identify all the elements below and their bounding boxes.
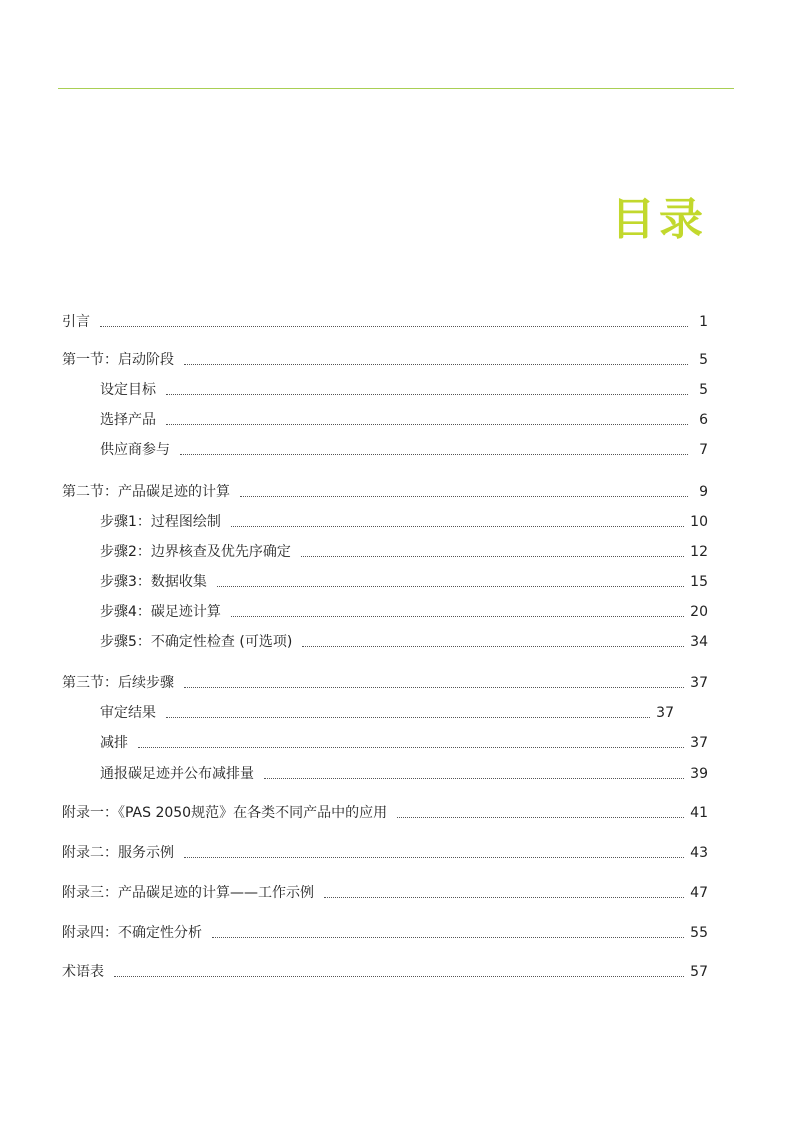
toc-entry-label: 选择产品	[100, 412, 156, 428]
toc-leader-dots	[231, 525, 684, 527]
toc-entry[interactable]	[100, 729, 708, 753]
toc-entry-label: 附录四：不确定性分析	[62, 925, 202, 941]
toc-entry[interactable]	[100, 508, 708, 532]
toc-entry[interactable]	[100, 699, 674, 723]
toc-leader-dots	[397, 816, 684, 818]
toc-entry[interactable]	[100, 376, 708, 400]
toc-entry-page: 6	[699, 412, 708, 428]
toc-entry-page: 37	[690, 735, 708, 751]
toc-entry[interactable]	[100, 406, 708, 430]
toc-entry-page: 5	[699, 382, 708, 398]
toc-leader-dots	[184, 363, 688, 365]
toc-entry-label: 步骤1：过程图绘制	[100, 514, 221, 530]
toc-entry[interactable]	[100, 436, 708, 460]
toc-entry[interactable]	[100, 598, 708, 622]
toc-entry[interactable]	[62, 958, 708, 982]
toc-entry-label: 术语表	[62, 964, 104, 980]
toc-leader-dots	[100, 325, 688, 327]
toc-entry-label: 步骤3：数据收集	[100, 574, 207, 590]
toc-entry-page: 12	[690, 544, 708, 560]
top-divider-line	[58, 88, 734, 89]
toc-entry[interactable]	[62, 478, 708, 502]
toc-entry-page: 39	[690, 766, 708, 782]
toc-entry-page: 43	[690, 845, 708, 861]
toc-entry[interactable]	[100, 568, 708, 592]
toc-entry-label: 附录二：服务示例	[62, 845, 174, 861]
toc-leader-dots	[114, 975, 684, 977]
toc-entry-page: 10	[690, 514, 708, 530]
toc-entry-label: 第二节：产品碳足迹的计算	[62, 484, 230, 500]
toc-leader-dots	[166, 393, 688, 395]
toc-entry[interactable]	[100, 538, 708, 562]
toc-entry-page: 15	[690, 574, 708, 590]
toc-entry-label: 减排	[100, 735, 128, 751]
toc-entry[interactable]	[62, 669, 708, 693]
toc-entry-label: 供应商参与	[100, 442, 170, 458]
toc-entry-label: 引言	[62, 314, 90, 330]
toc-entry-label: 通报碳足迹并公布减排量	[100, 766, 254, 782]
toc-leader-dots	[138, 746, 684, 748]
page-title: 目录	[611, 194, 707, 245]
toc-leader-dots	[184, 856, 684, 858]
toc-entry-page: 37	[690, 675, 708, 691]
toc-leader-dots	[217, 585, 684, 587]
toc-leader-dots	[231, 615, 684, 617]
toc-entry[interactable]	[100, 628, 708, 652]
toc-entry[interactable]	[62, 308, 708, 332]
toc-entry-page: 34	[690, 634, 708, 650]
toc-entry-page: 37	[656, 705, 674, 721]
toc-entry-label: 第三节：后续步骤	[62, 675, 174, 691]
toc-entry-label: 步骤5：不确定性检查 (可选项)	[100, 634, 293, 650]
toc-entry-page: 55	[690, 925, 708, 941]
toc-entry-page: 41	[690, 805, 708, 821]
toc-entry-page: 20	[690, 604, 708, 620]
toc-entry-page: 57	[690, 964, 708, 980]
toc-entry-label: 附录三：产品碳足迹的计算——工作示例	[62, 885, 314, 901]
toc-entry[interactable]	[62, 346, 708, 370]
toc-entry-page: 7	[699, 442, 708, 458]
toc-entry-page: 1	[699, 314, 708, 330]
toc-entry[interactable]	[62, 879, 708, 903]
toc-entry-label: 设定目标	[100, 382, 156, 398]
toc-leader-dots	[166, 423, 688, 425]
toc-leader-dots	[212, 936, 684, 938]
toc-leader-dots	[324, 896, 684, 898]
toc-entry-label: 步骤4：碳足迹计算	[100, 604, 221, 620]
toc-entry-page: 9	[699, 484, 708, 500]
toc-entry[interactable]	[100, 760, 708, 784]
toc-entry-page: 47	[690, 885, 708, 901]
toc-entry-label: 步骤2：边界核查及优先序确定	[100, 544, 291, 560]
toc-leader-dots	[302, 645, 684, 647]
toc-leader-dots	[240, 495, 688, 497]
toc-leader-dots	[180, 453, 688, 455]
toc-entry-label: 附录一：《PAS 2050规范》在各类不同产品中的应用	[62, 805, 388, 821]
toc-leader-dots	[264, 777, 684, 779]
toc-entry-page: 5	[699, 352, 708, 368]
toc-entry-label: 第一节：启动阶段	[62, 352, 174, 368]
toc-entry[interactable]	[62, 919, 708, 943]
toc-entry[interactable]	[62, 799, 708, 823]
toc-entry[interactable]	[62, 839, 708, 863]
toc-leader-dots	[166, 716, 650, 718]
toc-leader-dots	[184, 686, 684, 688]
toc-leader-dots	[301, 555, 684, 557]
toc-entry-label: 审定结果	[100, 705, 156, 721]
